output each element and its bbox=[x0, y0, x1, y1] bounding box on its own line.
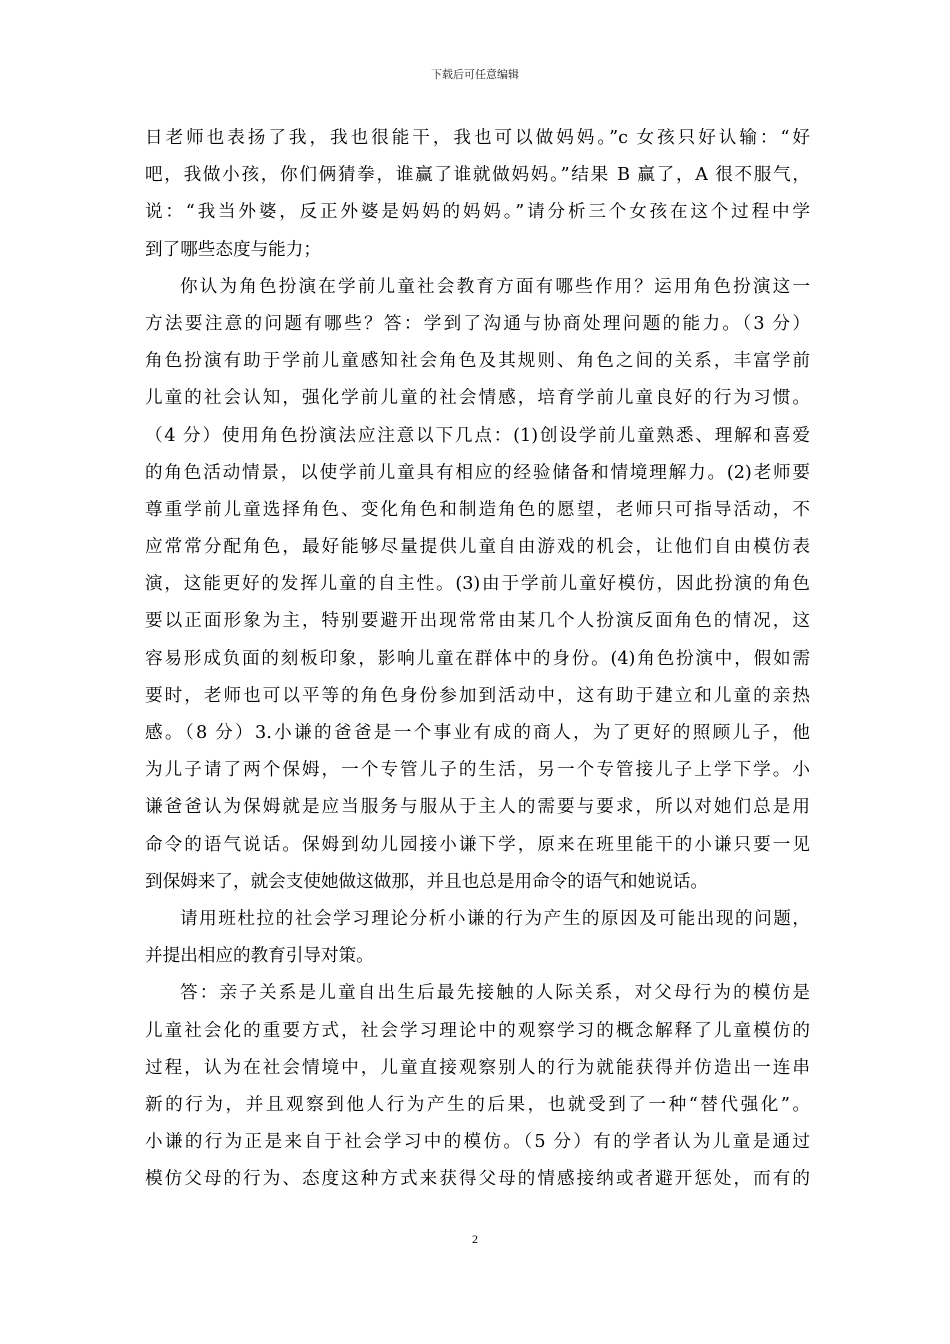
page-number: 2 bbox=[472, 1232, 478, 1246]
page-header: 下载后可任意编辑 bbox=[431, 68, 519, 81]
body-line: 儿童的社会认知，强化学前儿童的社会情感，培育学前儿童良好的行为习惯。 bbox=[145, 388, 810, 409]
body-line: 演，这能更好的发挥儿童的自主性。(3)由于学前儿童好模仿，因此扮演的角色 bbox=[145, 574, 810, 595]
body-line: 请用班杜拉的社会学习理论分析小谦的行为产生的原因及可能出现的问题， bbox=[180, 908, 810, 929]
body-line: 日老师也表扬了我，我也很能干，我也可以做妈妈。”c 女孩只好认输：“好 bbox=[145, 128, 810, 148]
body-line: 谦爸爸认为保姆就是应当服务与服从于主人的需要与要求，所以对她们总是用 bbox=[145, 797, 810, 818]
body-line: 你认为角色扮演在学前儿童社会教育方面有哪些作用？运用角色扮演这一 bbox=[180, 276, 810, 297]
body-line: 命令的语气说话。保姆到幼儿园接小谦下学，原来在班里能干的小谦只要一见 bbox=[145, 834, 810, 855]
body-line: 要时，老师也可以平等的角色身份参加到活动中，这有助于建立和儿童的亲热 bbox=[145, 685, 810, 706]
body-line: 答：亲子关系是儿童自出生后最先接触的人际关系，对父母行为的模仿是 bbox=[180, 983, 810, 1004]
body-line: 到了哪些态度与能力； bbox=[145, 239, 321, 260]
document-body bbox=[145, 120, 810, 1198]
body-line: 小谦的行为正是来自于社会学习中的模仿。（5 分）有的学者认为儿童是通过 bbox=[145, 1132, 810, 1153]
body-line: 尊重学前儿童选择角色、变化角色和制造角色的愿望，老师只可指导活动，不 bbox=[145, 499, 810, 520]
body-line: 吧，我做小孩，你们俩猜拳，谁赢了谁就做妈妈。”结果 B 赢了，A 很不服气， bbox=[145, 165, 810, 186]
body-line: 容易形成负面的刻板印象，影响儿童在群体中的身份。(4)角色扮演中，假如需 bbox=[145, 648, 810, 669]
body-line: 要以正面形象为主，特别要避开出现常常由某几个人扮演反面角色的情况，这 bbox=[145, 611, 810, 632]
body-line: 的角色活动情景，以使学前儿童具有相应的经验储备和情境理解力。(2)老师要 bbox=[145, 462, 810, 483]
body-line: 说：“我当外婆，反正外婆是妈妈的妈妈。”请分析三个女孩在这个过程中学 bbox=[145, 202, 810, 223]
body-line: 儿童社会化的重要方式，社会学习理论中的观察学习的概念解释了儿童模仿的 bbox=[145, 1020, 810, 1041]
body-line: 为儿子请了两个保姆，一个专管儿子的生活，另一个专管接儿子上学下学。小 bbox=[145, 760, 810, 781]
body-line: 角色扮演有助于学前儿童感知社会角色及其规则、角色之间的关系，丰富学前 bbox=[145, 351, 810, 372]
body-line: （4 分）使用角色扮演法应注意以下几点：(1)创设学前儿童熟悉、理解和喜爱 bbox=[145, 425, 810, 446]
body-line: 模仿父母的行为、态度这种方式来获得父母的情感接纳或者避开惩处，而有的 bbox=[145, 1169, 810, 1190]
body-line: 并提出相应的教育引导对策。 bbox=[145, 946, 374, 967]
body-line: 方法要注意的问题有哪些？答：学到了沟通与协商处理问题的能力。（3 分） bbox=[145, 313, 810, 334]
body-line: 过程，认为在社会情境中，儿童直接观察别人的行为就能获得并仿造出一连串 bbox=[145, 1057, 810, 1078]
body-line: 感。（8 分）3.小谦的爸爸是一个事业有成的商人，为了更好的照顾儿子，他 bbox=[145, 723, 810, 743]
body-line: 新的行为，并且观察到他人行为产生的后果，也就受到了一种“替代强化”。 bbox=[145, 1094, 810, 1115]
body-line: 应常常分配角色，最好能够尽量提供儿童自由游戏的机会，让他们自由模仿表 bbox=[145, 537, 810, 558]
body-line: 到保姆来了，就会支使她做这做那，并且也总是用命令的语气和她说话。 bbox=[145, 871, 709, 892]
